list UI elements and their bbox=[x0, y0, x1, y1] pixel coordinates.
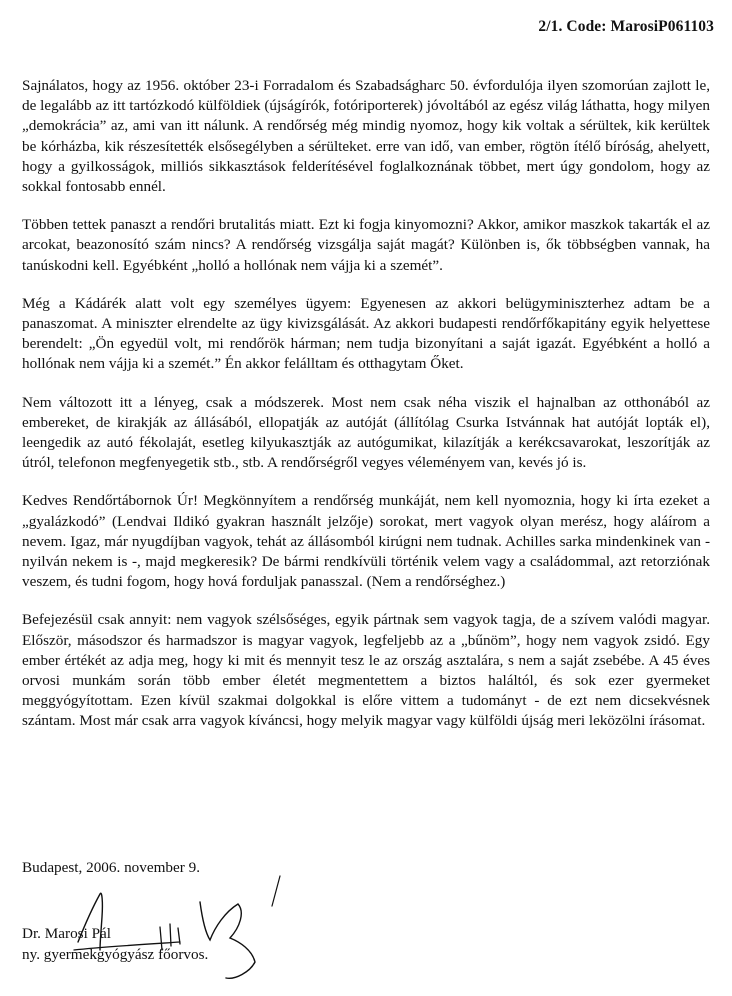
signatory-title: ny. gyermekgyógyász főorvos. bbox=[22, 946, 209, 963]
paragraph-2: Többen tettek panaszt a rendőri brutalitás miatt. Ezt ki fogja kinyomozni? Akkor, amikor maszkok takarták el az arcokat, beazonosító szám nincs? A rendőrség vizsgálja saját magát? Különben is, ők többségben vannak, ha tanúskodni kell. Egyébként „holló a hollónak nem vájja ki a szemét”. bbox=[22, 216, 710, 274]
document-code: 2/1. Code: MarosiP061103 bbox=[538, 18, 714, 35]
signatory-name: Dr. Marosi Pál bbox=[22, 925, 112, 942]
paragraph-5: Kedves Rendőrtábornok Úr! Megkönnyítem a rendőrség munkáját, nem kell nyomoznia, hogy ki írta ezeket a „gyalázkodó” (Lendvai Ildikó gyakran használt jelzője) sorokat, mert vagyok olyan merész, hogy aláírom a nevem. Igaz, már nyugdíjban vagyok, tehát az állásomból kirúgni nem tudnak. Achilles sarka mindenkinek van - nyilván nekem is -, majd megkeresik? De bármi rendkívüli történik velem vagy a családommal, azt retorziónak veszem, és tudni fogom, hogy hová forduljak panasszal. (Nem a rendőrséghez.) bbox=[22, 492, 710, 591]
letter-body bbox=[22, 76, 710, 750]
paragraph-3: Még a Kádárék alatt volt egy személyes ügyem: Egyenesen az akkori belügyminiszterhez adtam be a panaszomat. A miniszter elrendelte az ügy kivizsgálását. Az akkori budapesti rendőrfőkapitány egyik helyettese berendelt: „Ön egyedül volt, mi rendőrök hárman; nem tudja bizonyítani a saját igazát. Egyébként a holló a hollónak nem vájja ki a szemét.” Én akkor felálltam és otthagytam Őket. bbox=[22, 294, 710, 373]
paragraph-4: Nem változott itt a lényeg, csak a módszerek. Most nem csak néha viszik el hajnalban az otthonából az embereket, de kirakják az állásából, ellopatják az autóját (állítólag Csurka Istvánnak hat autóját lopták el), leengedik az autó fékolaját, esetleg kilyukasztják az autógumikat, kilazítják a kerékcsavarokat, leszorítják az útról, telefonon megfenyegetik stb., stb. A rendőrségről vegyes véleményem van, kevés jó is. bbox=[22, 393, 710, 472]
place-date: Budapest, 2006. november 9. bbox=[22, 859, 201, 876]
paragraph-1: Sajnálatos, hogy az 1956. október 23-i Forradalom és Szabadságharc 50. évfordulója ilyen szomorúan zajlott le, de legalább az itt tartózkodó külföldiek (újságírók, fotóriporterek) jóvoltából az egész világ láthatta, hogy milyen „demokrácia” az, ami van itt nálunk. A rendőrség még mindig nyomoz, hogy kik voltak a sérültek, kik kerültek be kórházba, kik részesítették elsősegélyben a sérülteket. erre van idő, van ember, rögtön ítélő bíróság, ahelyett, hogy a gyilkosságok, milliós sikkasztások felderítésével foglalkoznának többet, mert úgy gondolom, hogy az sokkal fontosabb ennél. bbox=[22, 77, 710, 196]
paragraph-6: Befejezésül csak annyit: nem vagyok szélsőséges, egyik pártnak sem vagyok tagja, de a szívem valódi magyar. Először, másodszor és harmadszor is magyar vagyok, legfeljebb az a „bűnöm”, hogy nem vagyok zsidó. Egy ember értékét az adja meg, hogy ki mit és mennyit tesz le az ország asztalára, s nem a saját zsebébe. A 45 éves orvosi munkám során több ember életét megmentettem a biztos haláltól, és sok ezer gyermeket meggyógyítottam. Ezen kívül szakmai dolgokkal is előre vittem a tudományt - de ezt nem dicsekvésnek szántam. Most már csak arra vagyok kíváncsi, hogy melyik magyar vagy külföldi újság meri leközölni írásomat. bbox=[22, 611, 710, 730]
